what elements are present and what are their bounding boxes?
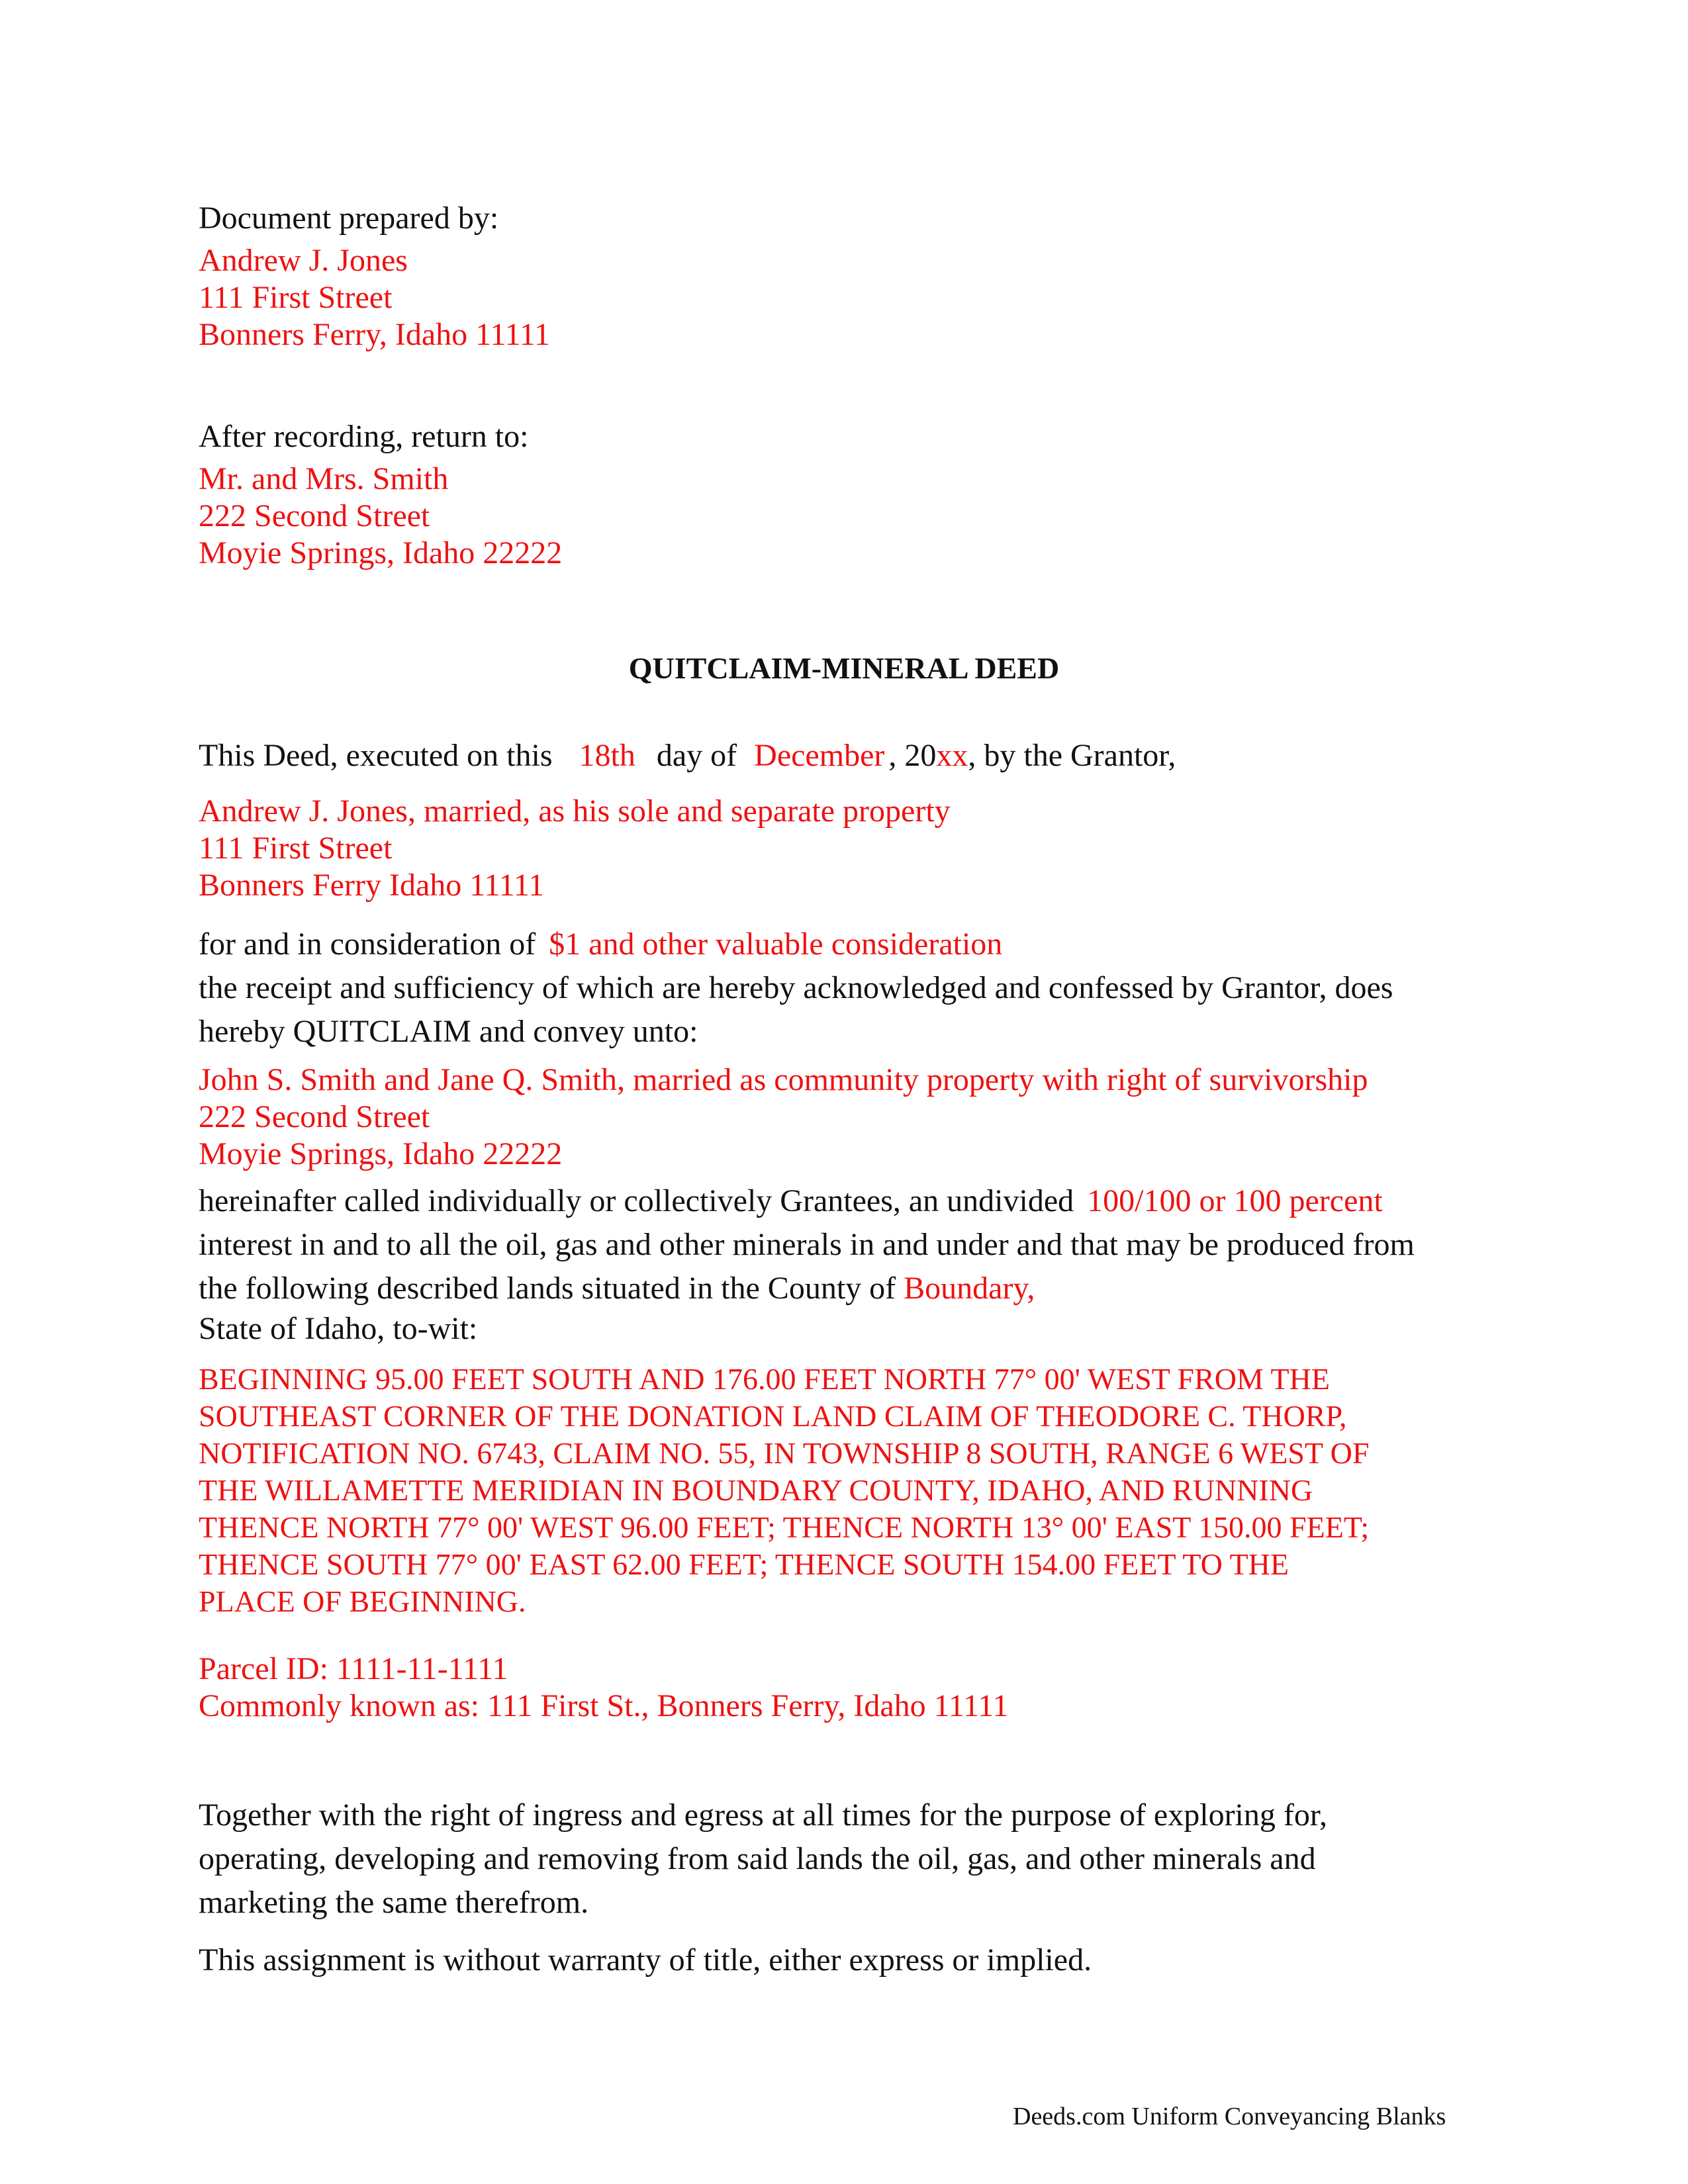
interest-county: Boundary, [904, 1271, 1035, 1306]
return-to-name: Mr. and Mrs. Smith [199, 461, 449, 496]
execution-day: 18th [579, 738, 635, 773]
legal-description-line: THENCE NORTH 77° 00' WEST 96.00 FEET; THENCE NORTH 13° 00' EAST 150.00 FEET; [199, 1510, 1370, 1544]
legal-description-line: THENCE SOUTH 77° 00' EAST 62.00 FEET; THENCE SOUTH 154.00 FEET TO THE [199, 1547, 1289, 1581]
return-to-label: After recording, return to: [199, 419, 529, 454]
consideration-prefix: for and in consideration of [199, 927, 536, 962]
parcel-id: Parcel ID: 1111-11-1111 [199, 1651, 508, 1686]
legal-description [199, 1361, 1369, 1620]
warranty-text: This assignment is without warranty of title, either express or implied. [199, 1942, 1092, 1978]
grantee-street: 222 Second Street [199, 1099, 430, 1134]
consideration-amount: $1 and other valuable consideration [549, 927, 1003, 962]
execution-line [199, 737, 1176, 774]
execution-suffix: , by the Grantor, [968, 738, 1176, 773]
ingress-line: operating, developing and removing from said lands the oil, gas, and other minerals and [199, 1841, 1316, 1876]
footer-text: Deeds.com Uniform Conveyancing Blanks [1013, 2103, 1446, 2130]
ingress-line: marketing the same therefrom. [199, 1885, 589, 1920]
parcel-block [199, 1651, 1009, 1725]
execution-day-of: day of [656, 738, 737, 773]
grantor-street: 111 First Street [199, 831, 393, 866]
interest-line4: State of Idaho, to-wit: [199, 1311, 478, 1346]
legal-description-line: SOUTHEAST CORNER OF THE DONATION LAND CLAIM OF THEODORE C. THORP, [199, 1399, 1347, 1433]
interest-line3-prefix: the following described lands situated in the County of [199, 1271, 896, 1306]
execution-prefix: This Deed, executed on this [199, 738, 553, 773]
preparer-name: Andrew J. Jones [199, 243, 408, 278]
return-to-city: Moyie Springs, Idaho 22222 [199, 535, 563, 570]
return-to-street: 222 Second Street [199, 498, 430, 533]
preparer-street: 111 First Street [199, 280, 393, 315]
return-to-block [199, 418, 562, 572]
warranty-statement [199, 1942, 1092, 1979]
legal-description-line: THE WILLAMETTE MERIDIAN IN BOUNDARY COUNTY, IDAHO, AND RUNNING [199, 1473, 1313, 1507]
grantor-name: Andrew J. Jones, married, as his sole and separate property [199, 794, 951, 829]
legal-description-line: BEGINNING 95.00 FEET SOUTH AND 176.00 FEET NORTH 77° 00' WEST FROM THE [199, 1362, 1330, 1396]
grantee-city: Moyie Springs, Idaho 22222 [199, 1136, 563, 1171]
legal-description-line: NOTIFICATION NO. 6743, CLAIM NO. 55, IN TOWNSHIP 8 SOUTH, RANGE 6 WEST OF [199, 1436, 1370, 1470]
grantor-city: Bonners Ferry Idaho 11111 [199, 868, 545, 903]
consideration-line3: hereby QUITCLAIM and convey unto: [199, 1014, 698, 1049]
interest-prefix: hereinafter called individually or collectively Grantees, an undivided [199, 1183, 1074, 1218]
execution-year-suffix: xx [936, 738, 968, 773]
execution-month: December [754, 738, 885, 773]
interest-block [199, 1179, 1415, 1347]
grantee-block [199, 1062, 1368, 1173]
legal-description-line: PLACE OF BEGINNING. [199, 1584, 526, 1618]
grantee-name: John S. Smith and Jane Q. Smith, married as community property with right of survivorship [199, 1062, 1368, 1097]
consideration-line2: the receipt and sufficiency of which are hereby acknowledged and confessed by Grantor, does [199, 970, 1393, 1005]
execution-year-prefix: , 20 [888, 738, 937, 773]
interest-amount: 100/100 or 100 percent [1087, 1183, 1383, 1218]
ingress-line: Together with the right of ingress and egress at all times for the purpose of exploring for, [199, 1797, 1327, 1833]
grantor-block [199, 793, 951, 904]
preparer-city: Bonners Ferry, Idaho 11111 [199, 317, 550, 352]
ingress-paragraph [199, 1794, 1327, 1925]
prepared-by-label: Document prepared by: [199, 201, 499, 236]
consideration-block [199, 923, 1393, 1054]
prepared-by-block [199, 200, 550, 353]
document-title: QUITCLAIM-MINERAL DEED [628, 651, 1060, 685]
parcel-known-as: Commonly known as: 111 First St., Bonners Ferry, Idaho 11111 [199, 1688, 1009, 1723]
interest-line2: interest in and to all the oil, gas and other minerals in and under and that may be produced from [199, 1227, 1415, 1262]
